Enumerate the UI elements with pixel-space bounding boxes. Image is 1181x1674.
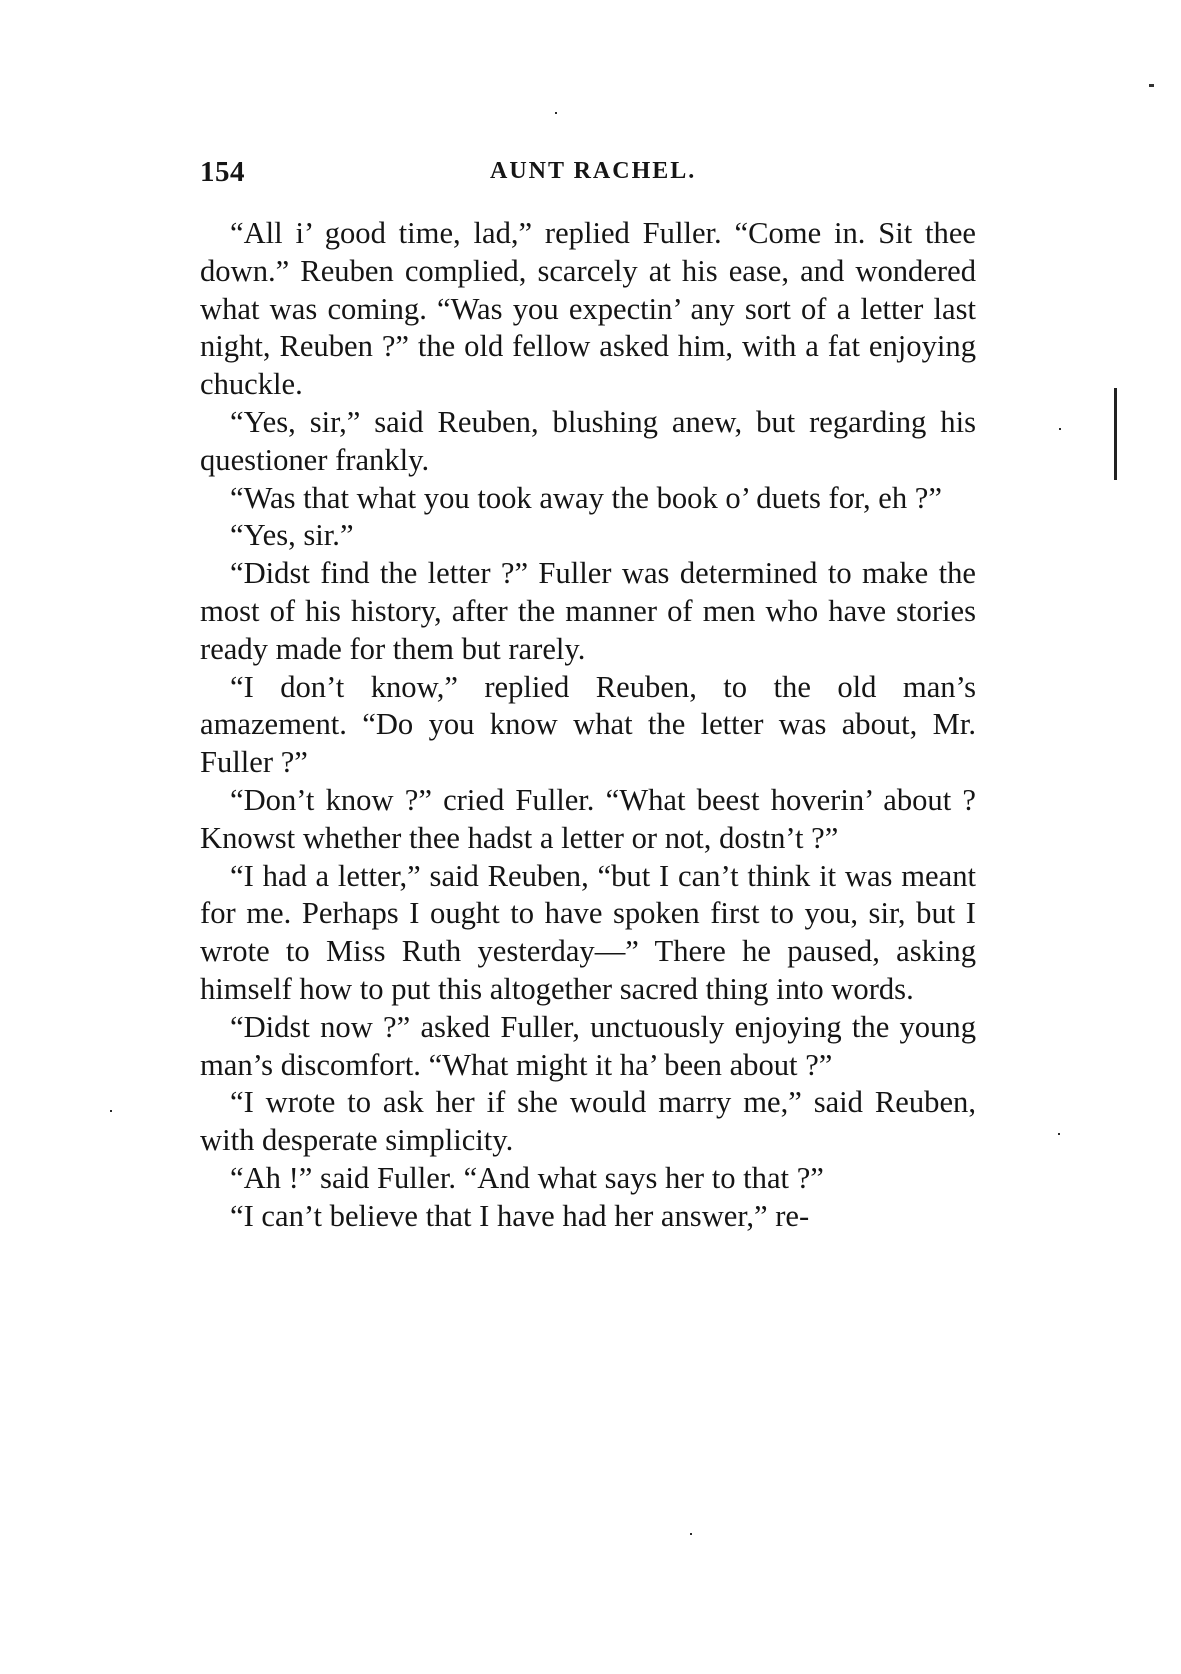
paragraph: “Yes, sir,” said Reuben, blushing anew, but regarding his questioner frankly.: [200, 404, 976, 477]
scan-speck: [1058, 1133, 1060, 1135]
paragraph: “Don’t know ?” cried Fuller. “What beest hoverin’ about ? Knowst whether thee hadst a letter or not, dostn’t ?”: [200, 782, 976, 855]
paragraph: “Ah !” said Fuller. “And what says her to that ?”: [230, 1160, 824, 1195]
paragraph: “I can’t believe that I have had her answer,” re-: [230, 1198, 810, 1233]
page-header: [200, 156, 980, 196]
scan-speck: [1149, 84, 1154, 87]
scan-speck: [1059, 428, 1061, 430]
paragraph: “Was that what you took away the book o’ duets for, eh ?”: [230, 480, 942, 515]
paragraph: “Yes, sir.”: [230, 518, 354, 553]
paragraph: “Didst now ?” asked Fuller, unctuously enjoying the young man’s discomfort. “What might it ha’ been about ?”: [200, 1009, 976, 1082]
paragraph: “I don’t know,” replied Reuben, to the old man’s amazement. “Do you know what the letter was about, Mr. Fuller ?”: [200, 669, 976, 780]
paragraph: “Didst find the letter ?” Fuller was determined to make the most of his history, after the manner of men who have stories ready made for them but rarely.: [200, 556, 976, 666]
scan-speck: [690, 1533, 692, 1535]
paragraph: “All i’ good time, lad,” replied Fuller. “Come in. Sit thee down.” Reuben complied, scarcely at his ease, and wondered what was coming. “Was you expectin’ any sort of a letter last night, Reuben ?” the old fellow asked him, with a fat enjoying chuckle.: [200, 216, 976, 402]
margin-mark: [1114, 388, 1117, 480]
scan-speck: [110, 1110, 112, 1112]
body-text: [200, 215, 976, 1236]
paragraph: “I wrote to ask her if she would marry me,” said Reuben, with desperate simplicity.: [200, 1085, 976, 1158]
running-title: AUNT RACHEL.: [490, 158, 697, 184]
paragraph: “I had a letter,” said Reuben, “but I can’t think it was meant for me. Perhaps I ought to have spoken first to you, sir, but I wrote to Miss Ruth yesterday—” There he paused, asking himself how to put this altogether sacred thing into words.: [200, 858, 976, 1006]
page-number: 154: [200, 156, 245, 188]
scan-speck: [555, 112, 557, 114]
